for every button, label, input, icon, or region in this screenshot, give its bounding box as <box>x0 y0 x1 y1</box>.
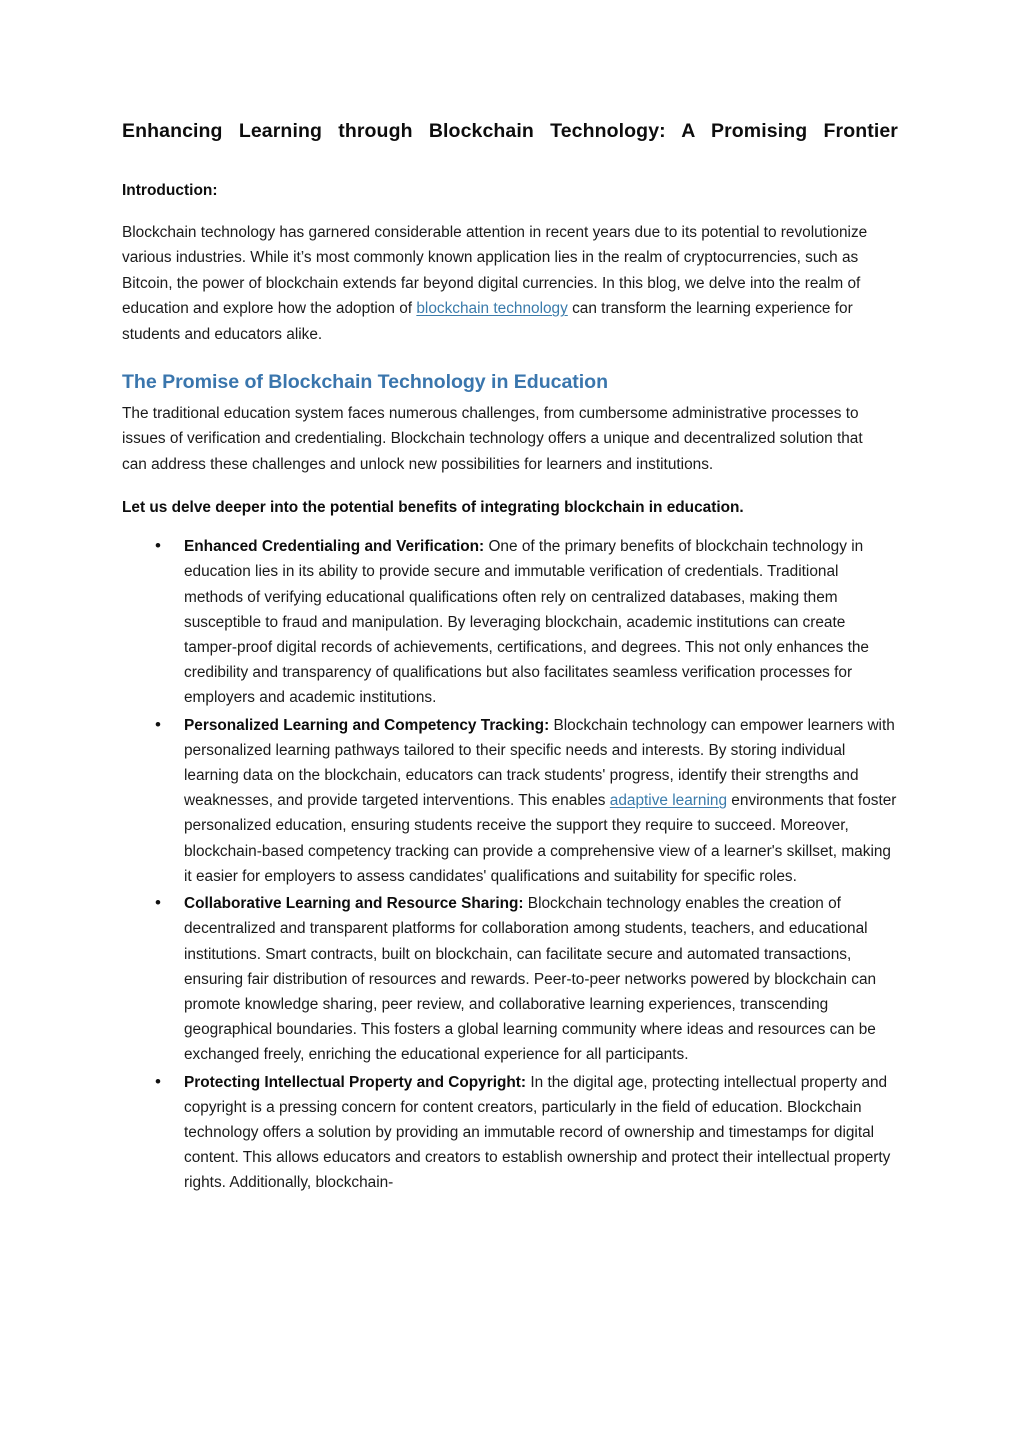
introduction-text-before-link: Blockchain technology has garnered considerable attention in recent years due to its potential to revolutionize various industries. While it’s most commonly known application lies in the realm of cryptocurrencies, such as Bitcoin, the power of blockchain extends far beyond digital currencies. In this blog, we delve into the realm of education and explore how the adoption of <box>122 224 868 318</box>
blockchain-technology-link[interactable]: blockchain technology <box>416 300 568 318</box>
bullet-title-enhanced-credentialing: Enhanced Credentialing and Verification: <box>184 538 485 556</box>
section-heading-promise-of-blockchain: The Promise of Blockchain Technology in Education <box>122 371 609 394</box>
adaptive-learning-link[interactable]: adaptive learning <box>609 792 728 810</box>
lead-in-text: Let us delve deeper into the potential benefits of integrating blockchain in education. <box>122 499 744 517</box>
bullet-body-personalized-learning-before-link: Blockchain technology can empower learners with personalized learning pathways tailored to their specific needs and interests. By storing individual learning data on the blockchain, educators can track students' progress, identify their strengths and weaknesses, and provide targeted interventions. This enables <box>184 716 895 810</box>
bullet-title-personalized-learning: Personalized Learning and Competency Tracking: <box>184 716 550 734</box>
bullet-body-collaborative-learning: Blockchain technology enables the creation of decentralized and transparent platforms for collaboration among students, teachers, and educational institutions. Smart contracts, built on blockchain, can facilitate secure and automated transactions, ensuring fair distribution of resources and rewards. Peer-to-peer networks powered by blockchain can promote knowledge sharing, peer review, and collaborative learning experiences, transcending geographical boundaries. This fosters a global learning community where ideas and resources can be exchanged freely, enriching the educational experience for all participants. <box>184 895 877 1064</box>
bullet-title-collaborative-learning: Collaborative Learning and Resource Sharing: <box>184 895 524 913</box>
introduction-paragraph <box>122 220 879 347</box>
bullet-title-protecting-ip: Protecting Intellectual Property and Copyright: <box>184 1073 527 1091</box>
bullet-body-protecting-ip: In the digital age, protecting intellectual property and copyright is a pressing concern for content creators, particularly in the field of education. Blockchain technology offers a solution by providing an immutable record of ownership and timestamps for digital content. This allows educators and creators to establish ownership and protect their intellectual property rights. Additionally, blockchain- <box>184 1073 891 1192</box>
introduction-text-after-link: can transform the learning experience for students and educators alike. <box>122 300 853 343</box>
list-item <box>122 534 900 710</box>
section-paragraph: The traditional education system faces numerous challenges, from cumbersome administrative processes to issues of verification and credentialing. Blockchain technology offers a unique and decentralized solution that can address these challenges and unlock new possibilities for learners and institutions. <box>122 405 863 473</box>
introduction-heading: Introduction: <box>122 182 218 199</box>
bullet-body-personalized-learning-after-link: environments that foster personalized education, ensuring students receive the support they require to succeed. Moreover, blockchain-based competency tracking can provide a comprehensive view of a learner's skillset, making it easier for employers to assess candidates' qualifications and suitability for specific roles. <box>184 792 897 885</box>
list-item <box>122 891 900 1067</box>
page-title: Enhancing Learning through Blockchain Technology: A Promising Frontier <box>122 120 898 142</box>
benefits-bullet-list <box>122 534 900 1195</box>
list-item <box>122 1070 900 1196</box>
list-item <box>122 713 900 889</box>
bullet-body-enhanced-credentialing: One of the primary benefits of blockchain technology in education lies in its ability to provide secure and immutable verification of credentials. Traditional methods of verifying educational qualifications often rely on centralized databases, making them susceptible to fraud and manipulation. By leveraging blockchain, academic institutions can create tamper-proof digital records of achievements, certifications, and degrees. This not only enhances the credibility and transparency of qualifications but also facilitates seamless verification processes for employers and academic institutions. <box>184 538 869 707</box>
